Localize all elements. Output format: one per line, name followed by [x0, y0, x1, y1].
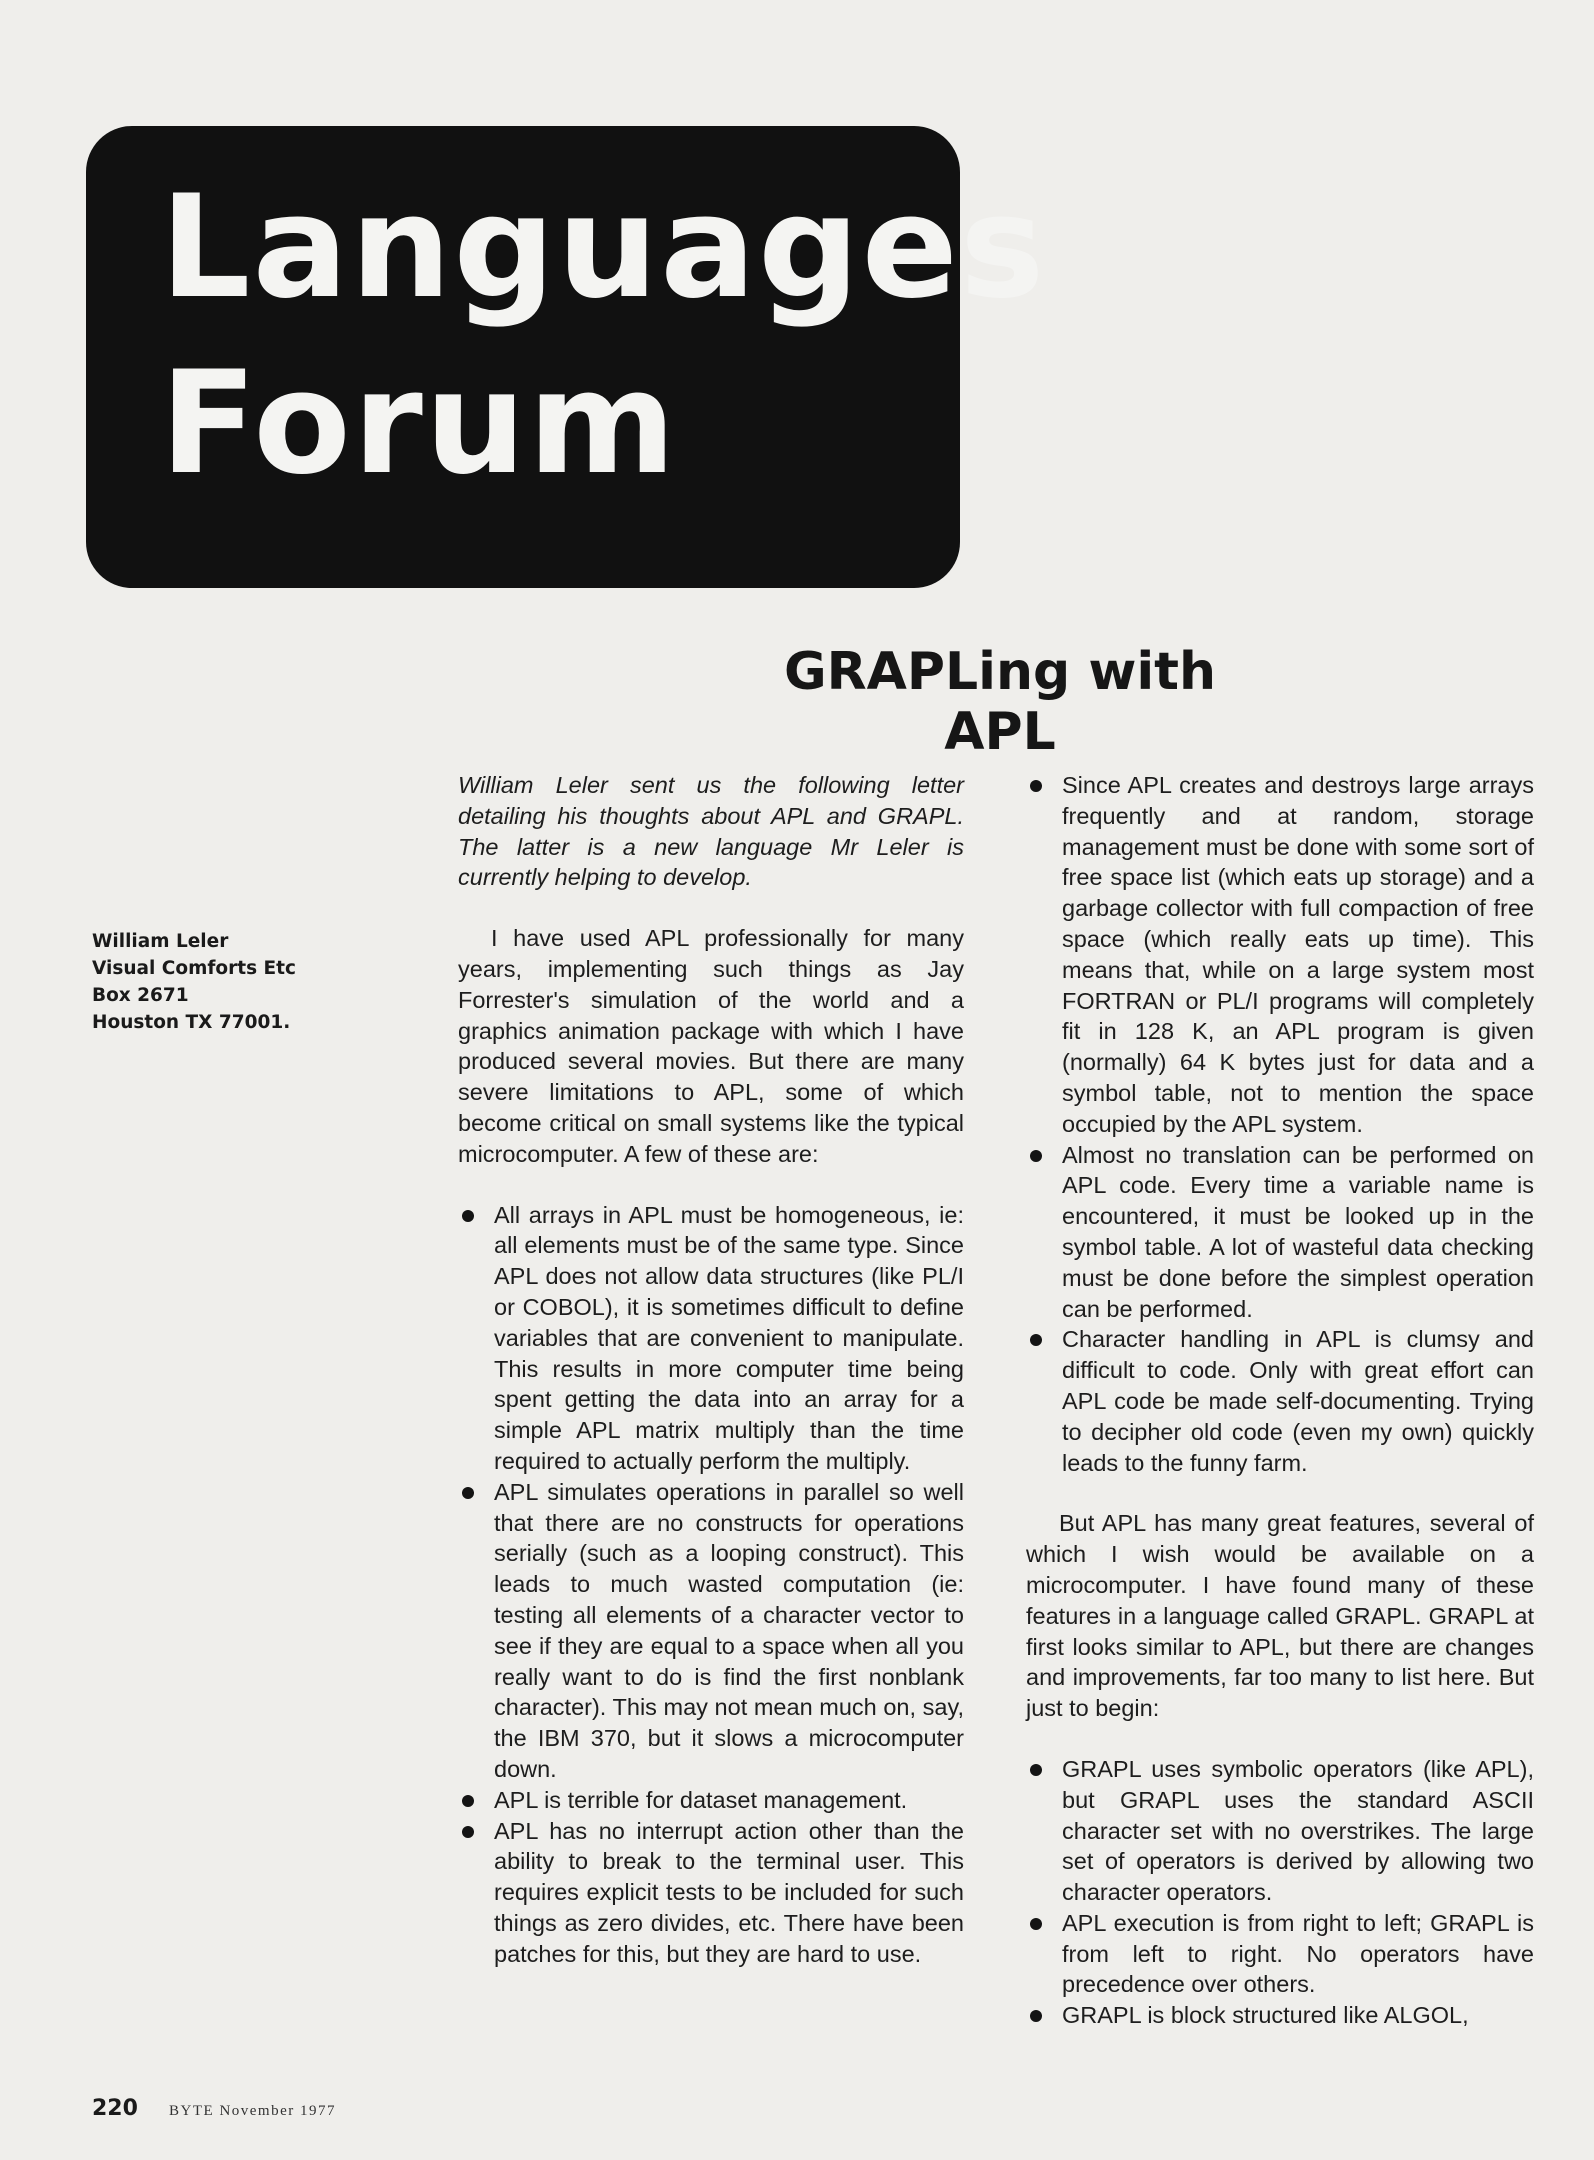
list-item: APL is terrible for dataset management.: [458, 1785, 964, 1816]
limitations-list-continued: [1026, 770, 1534, 1478]
list-item: APL execution is from right to left; GRAPL is from left to right. No operators have precedence over others.: [1026, 1908, 1534, 2000]
author-line: Visual Comforts Etc: [92, 958, 296, 979]
list-item: Almost no translation can be performed on APL code. Every time a variable name is encountered, it must be looked up in the symbol table. A lot of wasteful data checking must be done before the simplest operation can be performed.: [1026, 1140, 1534, 1325]
intro-paragraph: William Leler sent us the following letter detailing his thoughts about APL and GRAPL. The latter is a new language Mr Leler is currently helping to develop.: [458, 772, 964, 891]
article-title: GRAPLing with APL: [783, 642, 1217, 762]
page-number: 220: [92, 2096, 138, 2121]
column-left: [458, 770, 964, 1969]
page-footer: [92, 2096, 336, 2121]
list-item: GRAPL is block structured like ALGOL,: [1026, 2000, 1534, 2031]
magazine-issue: BYTE November 1977: [169, 2103, 337, 2119]
list-item: All arrays in APL must be homogeneous, ie: all elements must be of the same type. Since APL does not allow data structures (like PL/I or COBOL), it is sometimes difficult to define variables that are convenient to manipulate. This results in more computer time being spent getting the data into an array for a simple APL matrix multiply than the time required to actually perform the multiply.: [458, 1200, 964, 1477]
author-line: Houston TX 77001.: [92, 1012, 291, 1033]
list-item: Character handling in APL is clumsy and difficult to code. Only with great effort can APL code be made self-documenting. Trying to decipher old code (even my own) quickly leads to the funny farm.: [1026, 1324, 1534, 1478]
body-paragraph: I have used APL professionally for many years, implementing such things as Jay Forrester's simulation of the world and a graphics animation package with which I have produced several movies. But there are many severe limitations to APL, some of which become critical on small systems like the typical microcomputer. A few of these are:: [458, 925, 964, 1167]
list-item: APL simulates operations in parallel so well that there are no constructs for operations serially (such as a looping construct). This leads to much wasted computation (ie: testing all elements of a character vector to see if they are equal to a space when all you really want to do is find the first nonblank character). This may not mean much on, say, the IBM 370, but it slows a microcomputer down.: [458, 1477, 964, 1785]
author-address: [92, 928, 332, 1036]
section-title: [160, 160, 1046, 512]
grapl-features-list: [1026, 1754, 1534, 2031]
column-right: [1026, 770, 1534, 2031]
list-item: Since APL creates and destroys large arrays frequently and at random, storage management must be done with some sort of free space list (which eats up storage) and a garbage collector with full compaction of free space (which really eats up time). This means that, while on a large system most FORTRAN or PL/I programs will completely fit in 128 K, an APL program is given (normally) 64 K bytes just for data and a symbol table, not to mention the space occupied by the APL system.: [1026, 770, 1534, 1140]
list-item: APL has no interrupt action other than the ability to break to the terminal user. This requires explicit tests to be included for such things as zero divides, etc. There have been patches for this, but they are hard to use.: [458, 1816, 964, 1970]
section-title-line-1: Languages: [160, 165, 1047, 330]
author-line: William Leler: [92, 931, 229, 952]
author-line: Box 2671: [92, 985, 189, 1006]
limitations-list: [458, 1200, 964, 1970]
section-title-line-2: Forum: [160, 341, 678, 506]
list-item: GRAPL uses symbolic operators (like APL), but GRAPL uses the standard ASCII character set with no overstrikes. The large set of operators is derived by allowing two character operators.: [1026, 1754, 1534, 1908]
body-paragraph: But APL has many great features, several of which I wish would be available on a microcomputer. I have found many of these features in a language called GRAPL. GRAPL at first looks similar to APL, but there are changes and improvements, far too many to list here. But just to begin:: [1026, 1510, 1534, 1722]
